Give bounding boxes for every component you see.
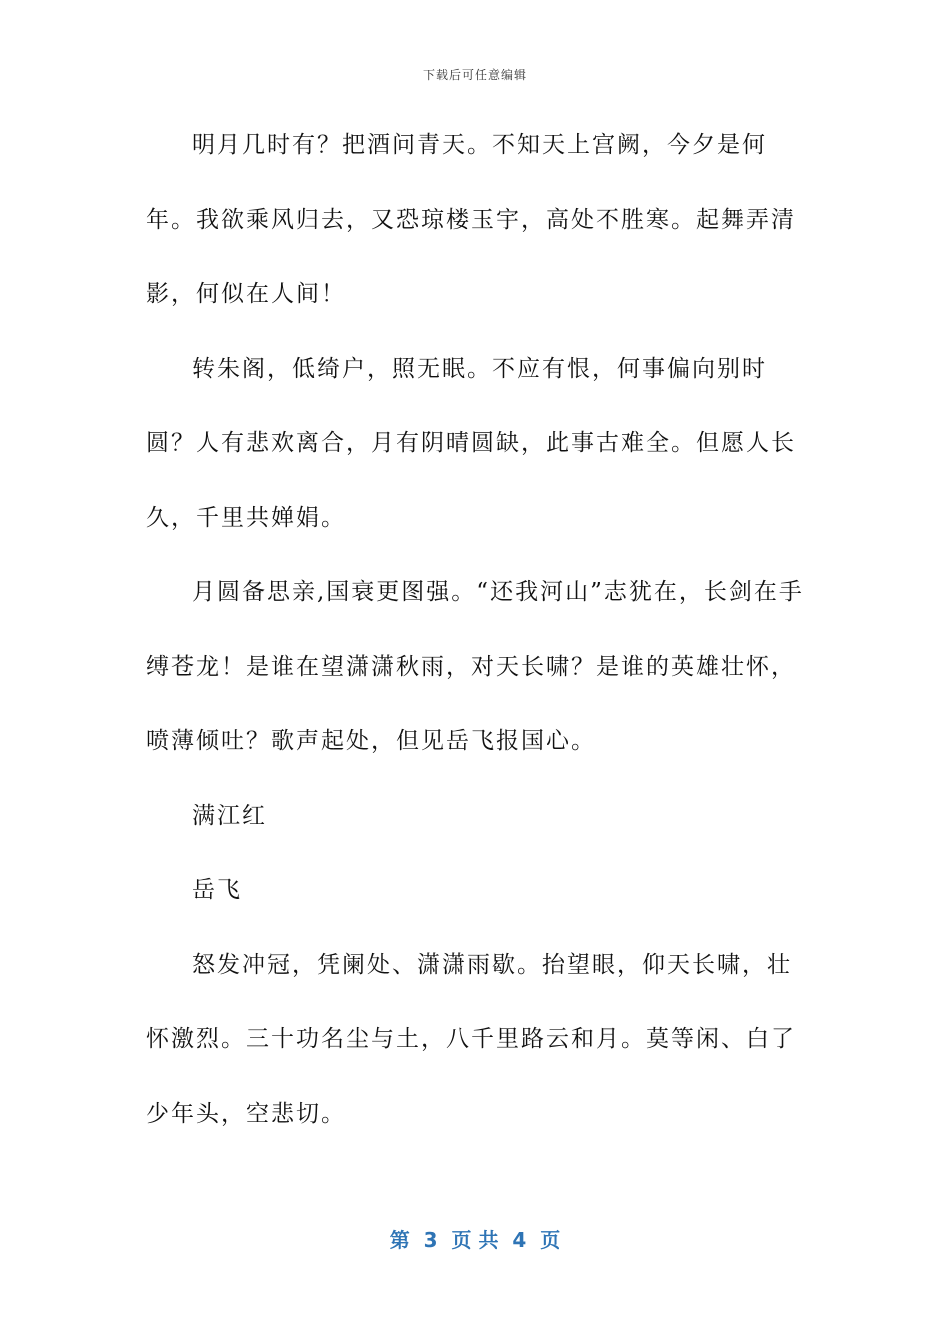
paragraph-2: 转朱阁，低绮户，照无眠。不应有恨，何事偏向别时圆？人有悲欢离合，月有阴晴圆缺，此事古难全。但愿人长久，千里共婵娟。 <box>146 355 796 531</box>
page-header: 下载后可任意编辑 <box>422 68 527 82</box>
paragraph-3: 月圆备思亲,国衰更图强。“还我河山”志犹在，长剑在手缚苍龙！是谁在望潇潇秋雨，对天长啸？是谁的英雄壮怀，喷薄倾吐？歌声起处，但见岳飞报国心。 <box>146 579 804 754</box>
page-number-footer: 第 3 页 共 4 页 <box>389 1228 561 1252</box>
poem-author: 岳飞 <box>192 877 242 903</box>
paragraph-6: 怒发冲冠，凭阑处、潇潇雨歇。抬望眼，仰天长啸，壮怀激烈。三十功名尘与土，八千里路云和月。莫等闲、白了少年头，空悲切。 <box>146 951 796 1127</box>
poem-title: 满江红 <box>192 802 267 829</box>
document-body <box>146 108 811 1151</box>
paragraph-1: 明月几时有？把酒问青天。不知天上宫阙，今夕是何年。我欲乘风归去，又恐琼楼玉宇，高处不胜寒。起舞弄清影，何似在人间！ <box>146 132 796 307</box>
